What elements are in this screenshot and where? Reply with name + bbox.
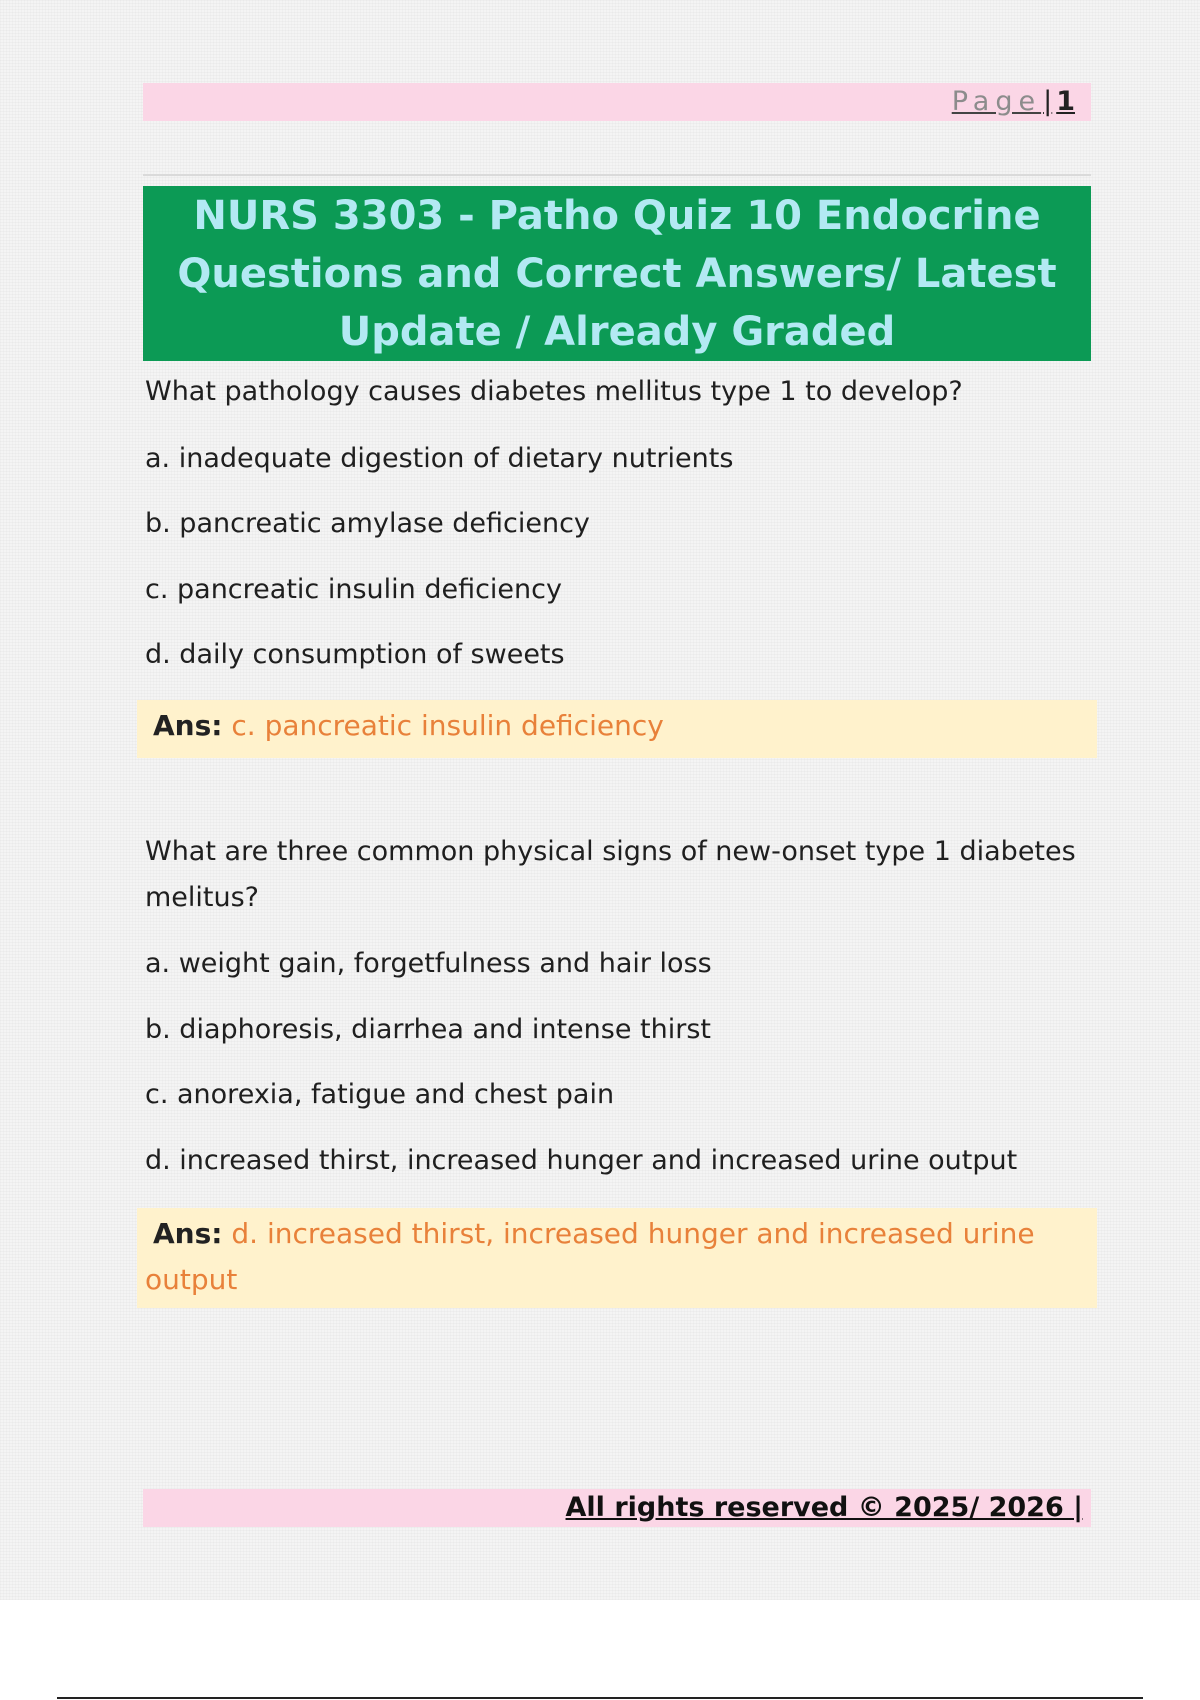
question-2-option-d: d. increased thirst, increased hunger and increased urine output: [145, 1145, 1018, 1176]
question-2-answer-box: [137, 1208, 1097, 1308]
question-2-answer: d. increased thirst, increased hunger and increased urine output: [145, 1217, 1035, 1296]
question-2-option-c: c. anorexia, fatigue and chest pain: [145, 1079, 615, 1110]
question-1-option-d: d. daily consumption of sweets: [145, 639, 565, 670]
title-banner: [143, 186, 1091, 361]
question-1-answer: c. pancreatic insulin deficiency: [231, 709, 664, 742]
question-1-answer-box: [137, 700, 1097, 758]
question-1-answer-label: Ans:: [153, 709, 223, 742]
question-1-option-c: c. pancreatic insulin deficiency: [145, 574, 562, 605]
page-separator: |: [1043, 86, 1053, 117]
page-footer: [143, 1489, 1091, 1527]
page-number-label: [952, 85, 1075, 119]
question-2-option-b: b. diaphoresis, diarrhea and intense thirst: [145, 1014, 711, 1045]
header-divider: [143, 174, 1091, 176]
question-1-option-b: b. pancreatic amylase deficiency: [145, 508, 590, 539]
page-header: [143, 83, 1091, 121]
page-word: Page: [951, 86, 1042, 117]
question-1-text: What pathology causes diabetes mellitus type 1 to develop?: [145, 376, 963, 407]
question-2-text: What are three common physical signs of new-onset type 1 diabetes melitus?: [145, 836, 1076, 913]
copyright-notice: All rights reserved © 2025/ 2026 |: [565, 1492, 1083, 1523]
document-title: NURS 3303 - Patho Quiz 10 Endocrine Questions and Correct Answers/ Latest Update / Already Graded: [177, 192, 1057, 355]
question-1-option-a: a. inadequate digestion of dietary nutrients: [145, 443, 734, 474]
bottom-divider: [57, 1697, 1143, 1699]
question-2-option-a: a. weight gain, forgetfulness and hair loss: [145, 948, 712, 979]
question-2-answer-label: Ans:: [153, 1217, 223, 1250]
page-number: 1: [1056, 86, 1075, 117]
